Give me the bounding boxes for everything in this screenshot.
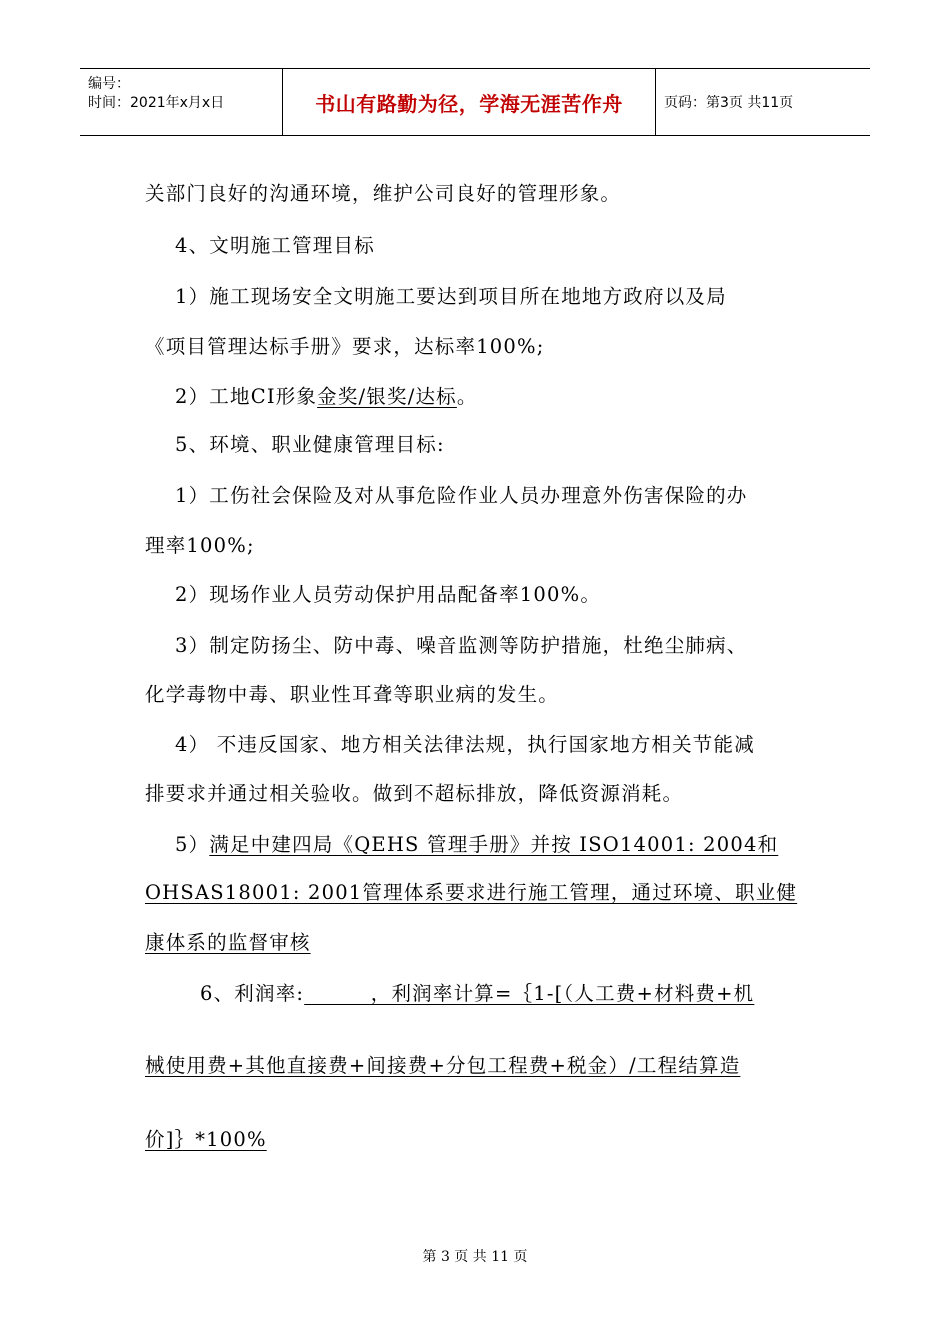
document-number-label: 编号： bbox=[88, 76, 130, 92]
underlined-line: 械使用费+其他直接费+间接费+分包工程费+税金）/工程结算造 bbox=[145, 1054, 741, 1077]
paragraph-line: 《项目管理达标手册》要求，达标率100%; bbox=[145, 335, 545, 358]
page-header bbox=[80, 68, 870, 136]
paragraph-line: 化学毒物中毒、职业性耳聋等职业病的发生。 bbox=[145, 683, 560, 706]
page-footer: 第 3 页 共 11 页 bbox=[422, 1249, 528, 1265]
header-page-number: 页码：第3页 共11页 bbox=[664, 95, 794, 111]
paragraph-line: 1）施工现场安全文明施工要达到项目所在地地方政府以及局 bbox=[175, 285, 727, 308]
text-run: 2）工地CI形象 bbox=[175, 385, 318, 408]
underlined-text: ，利润率计算=｛1-[（人工费+材料费+机 bbox=[304, 982, 755, 1005]
header-page-cell bbox=[655, 69, 879, 135]
paragraph-line bbox=[200, 978, 754, 1006]
paragraph-line: 关部门良好的沟通环境，维护公司良好的管理形象。 bbox=[145, 182, 622, 205]
underlined-line: 康体系的监督审核 bbox=[145, 931, 311, 954]
section-heading: 4、文明施工管理目标 bbox=[175, 234, 375, 257]
paragraph-line: 排要求并通过相关验收。做到不超标排放，降低资源消耗。 bbox=[145, 782, 684, 805]
document-date-label: 时间：2021年x月x日 bbox=[88, 95, 225, 111]
header-motto-cell bbox=[282, 69, 656, 135]
text-run: 5） bbox=[175, 833, 210, 856]
paragraph-line bbox=[175, 381, 478, 409]
underlined-text: 满足中建四局《QEHS 管理手册》并按 ISO14001: 2004和 bbox=[209, 833, 779, 856]
underlined-line: OHSAS18001: 2001管理体系要求进行施工管理，通过环境、职业健 bbox=[145, 881, 798, 904]
paragraph-line bbox=[175, 829, 778, 857]
underlined-text: 金奖/银奖/达标 bbox=[317, 385, 457, 408]
paragraph-line: 3）制定防扬尘、防中毒、噪音监测等防护措施，杜绝尘肺病、 bbox=[175, 634, 748, 657]
paragraph-line: 4） 不违反国家、地方相关法律法规，执行国家地方相关节能减 bbox=[175, 733, 755, 756]
paragraph-line: 1）工伤社会保险及对从事危险作业人员办理意外伤害保险的办 bbox=[175, 484, 748, 507]
section-heading: 5、环境、职业健康管理目标: bbox=[175, 433, 445, 456]
paragraph-line: 理率100%; bbox=[145, 534, 255, 557]
underlined-line: 价]｝*100% bbox=[145, 1128, 267, 1151]
text-run: 6、利润率: bbox=[200, 982, 305, 1005]
header-meta bbox=[80, 69, 282, 135]
header-motto: 书山有路勤为径，学海无涯苦作舟 bbox=[315, 91, 623, 116]
text-run: 。 bbox=[456, 385, 478, 408]
paragraph-line: 2）现场作业人员劳动保护用品配备率100%。 bbox=[175, 583, 602, 606]
